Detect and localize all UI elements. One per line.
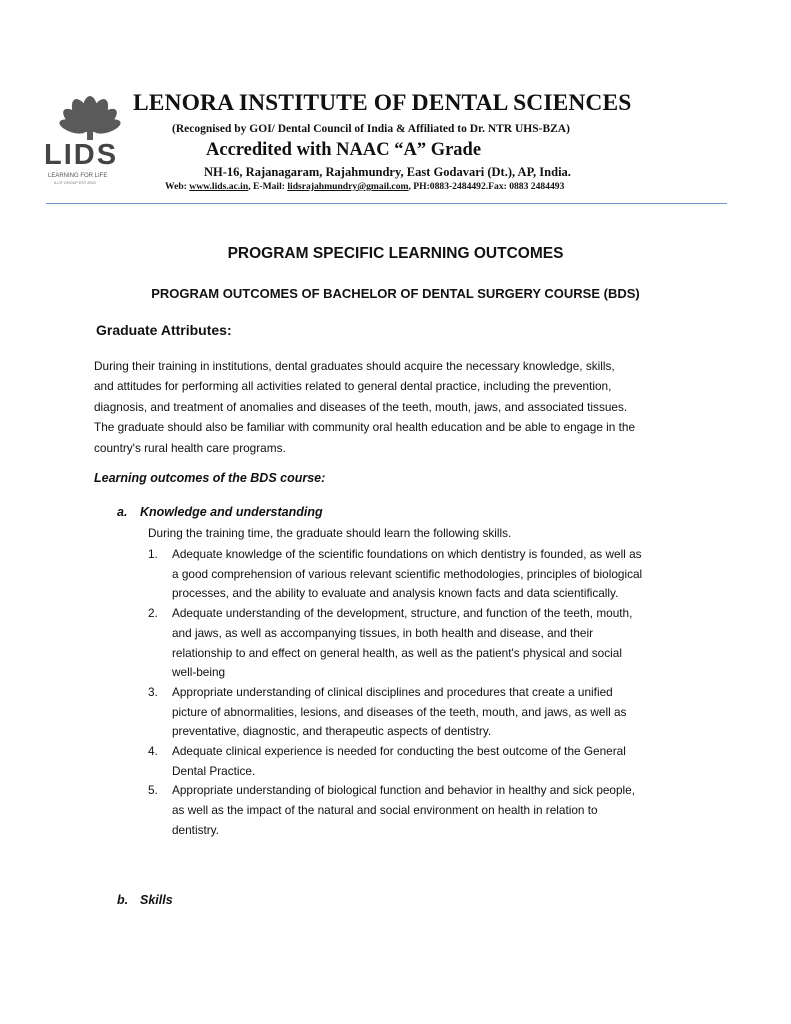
graduate-attributes-paragraph — [94, 356, 714, 458]
email-label: , E-Mail: — [248, 181, 288, 192]
item-line: Appropriate understanding of clinical disciplines and procedures that create a unified — [172, 684, 613, 699]
knowledge-list — [148, 545, 708, 841]
item-line: and jaws, as well as accompanying tissues, in both health and disease, and their — [172, 625, 594, 640]
contact-line — [165, 181, 564, 192]
section-a-title: Knowledge and understanding — [140, 505, 323, 519]
item-line: preventative, diagnostic, and therapeutic aspects of dentistry. — [172, 724, 492, 739]
paragraph-line: The graduate should also be familiar with community oral health education and be able to engage in the — [94, 420, 636, 435]
section-a-letter: a. — [117, 505, 128, 519]
web-link[interactable]: www.lids.ac.in — [189, 181, 249, 192]
web-label: Web: — [165, 181, 190, 192]
item-line: Dental Practice. — [172, 763, 256, 778]
list-item — [148, 781, 708, 840]
item-line: dentistry. — [172, 822, 219, 837]
paragraph-line: diagnosis, and treatment of anomalies and diseases of the teeth, mouth, jaws, and associated tissues. — [94, 399, 628, 414]
item-line: Adequate clinical experience is needed for conducting the best outcome of the General — [172, 744, 626, 759]
item-line: well-being — [172, 665, 226, 680]
learning-outcomes-heading: Learning outcomes of the BDS course: — [94, 471, 326, 485]
logo-subtag: A LIF GROUP EST 2003 — [54, 181, 96, 185]
section-b-heading — [117, 893, 173, 907]
item-line: as well as the impact of the natural and social environment on health in relation to — [172, 803, 598, 818]
header-divider — [46, 203, 727, 204]
item-line: processes, and the ability to evaluate and analysis known facts and data scientifically. — [172, 586, 619, 601]
logo-tagline: LEARNING FOR LIFE — [48, 173, 108, 179]
item-number: 4. — [148, 744, 158, 759]
phone-fax: , PH:0883-2484492.Fax: 0883 2484493 — [408, 181, 565, 192]
list-item — [148, 545, 708, 604]
paragraph-line: country's rural health care programs. — [94, 440, 286, 455]
item-number: 3. — [148, 684, 158, 699]
item-number: 2. — [148, 606, 158, 621]
item-number: 1. — [148, 547, 158, 561]
item-line: a good comprehension of various relevant scientific methodologies, principles of biological — [172, 566, 643, 581]
email-link[interactable]: lidsrajahmundry@gmail.com — [287, 181, 409, 192]
item-line: relationship to and effect on general health, as well as the patient's physical and social — [172, 645, 622, 660]
paragraph-line: During their training in institutions, dental graduates should acquire the necessary knowledge, skills, — [94, 359, 615, 373]
section-b-letter: b. — [117, 893, 129, 907]
logo-text: LIDS — [44, 139, 119, 171]
page-subtitle: PROGRAM OUTCOMES OF BACHELOR OF DENTAL SURGERY COURSE (BDS) — [151, 286, 640, 301]
institute-logo — [38, 84, 142, 194]
item-line: Adequate understanding of the development, structure, and function of the teeth, mouth, — [172, 606, 633, 621]
graduate-attributes-heading: Graduate Attributes: — [96, 322, 232, 338]
accreditation-line: Accredited with NAAC “A” Grade — [206, 140, 482, 160]
address-line: NH-16, Rajanagaram, Rajahmundry, East Godavari (Dt.), AP, India. — [204, 165, 571, 179]
item-line: Adequate knowledge of the scientific foundations on which dentistry is founded, as well as — [172, 547, 642, 561]
item-line: Appropriate understanding of biological function and behavior in healthy and sick people, — [172, 783, 636, 798]
institute-name: LENORA INSTITUTE OF DENTAL SCIENCES — [133, 90, 632, 116]
section-b-title: Skills — [140, 893, 173, 907]
list-item — [148, 604, 708, 683]
tree-emblem-icon — [58, 96, 123, 140]
recognition-line: (Recognised by GOI/ Dental Council of India & Affiliated to Dr. NTR UHS-BZA) — [172, 123, 570, 135]
list-item — [148, 683, 708, 742]
item-line: picture of abnormalities, lesions, and diseases of the teeth, mouth, and jaws, as well as — [172, 704, 627, 719]
section-a-intro: During the training time, the graduate should learn the following skills. — [148, 526, 512, 540]
item-number: 5. — [148, 783, 158, 798]
list-item — [148, 742, 708, 781]
paragraph-line: and attitudes for performing all activities related to general dental practice, including the prevention, — [94, 379, 612, 394]
section-a-heading — [117, 505, 323, 519]
page-title: PROGRAM SPECIFIC LEARNING OUTCOMES — [227, 245, 564, 262]
